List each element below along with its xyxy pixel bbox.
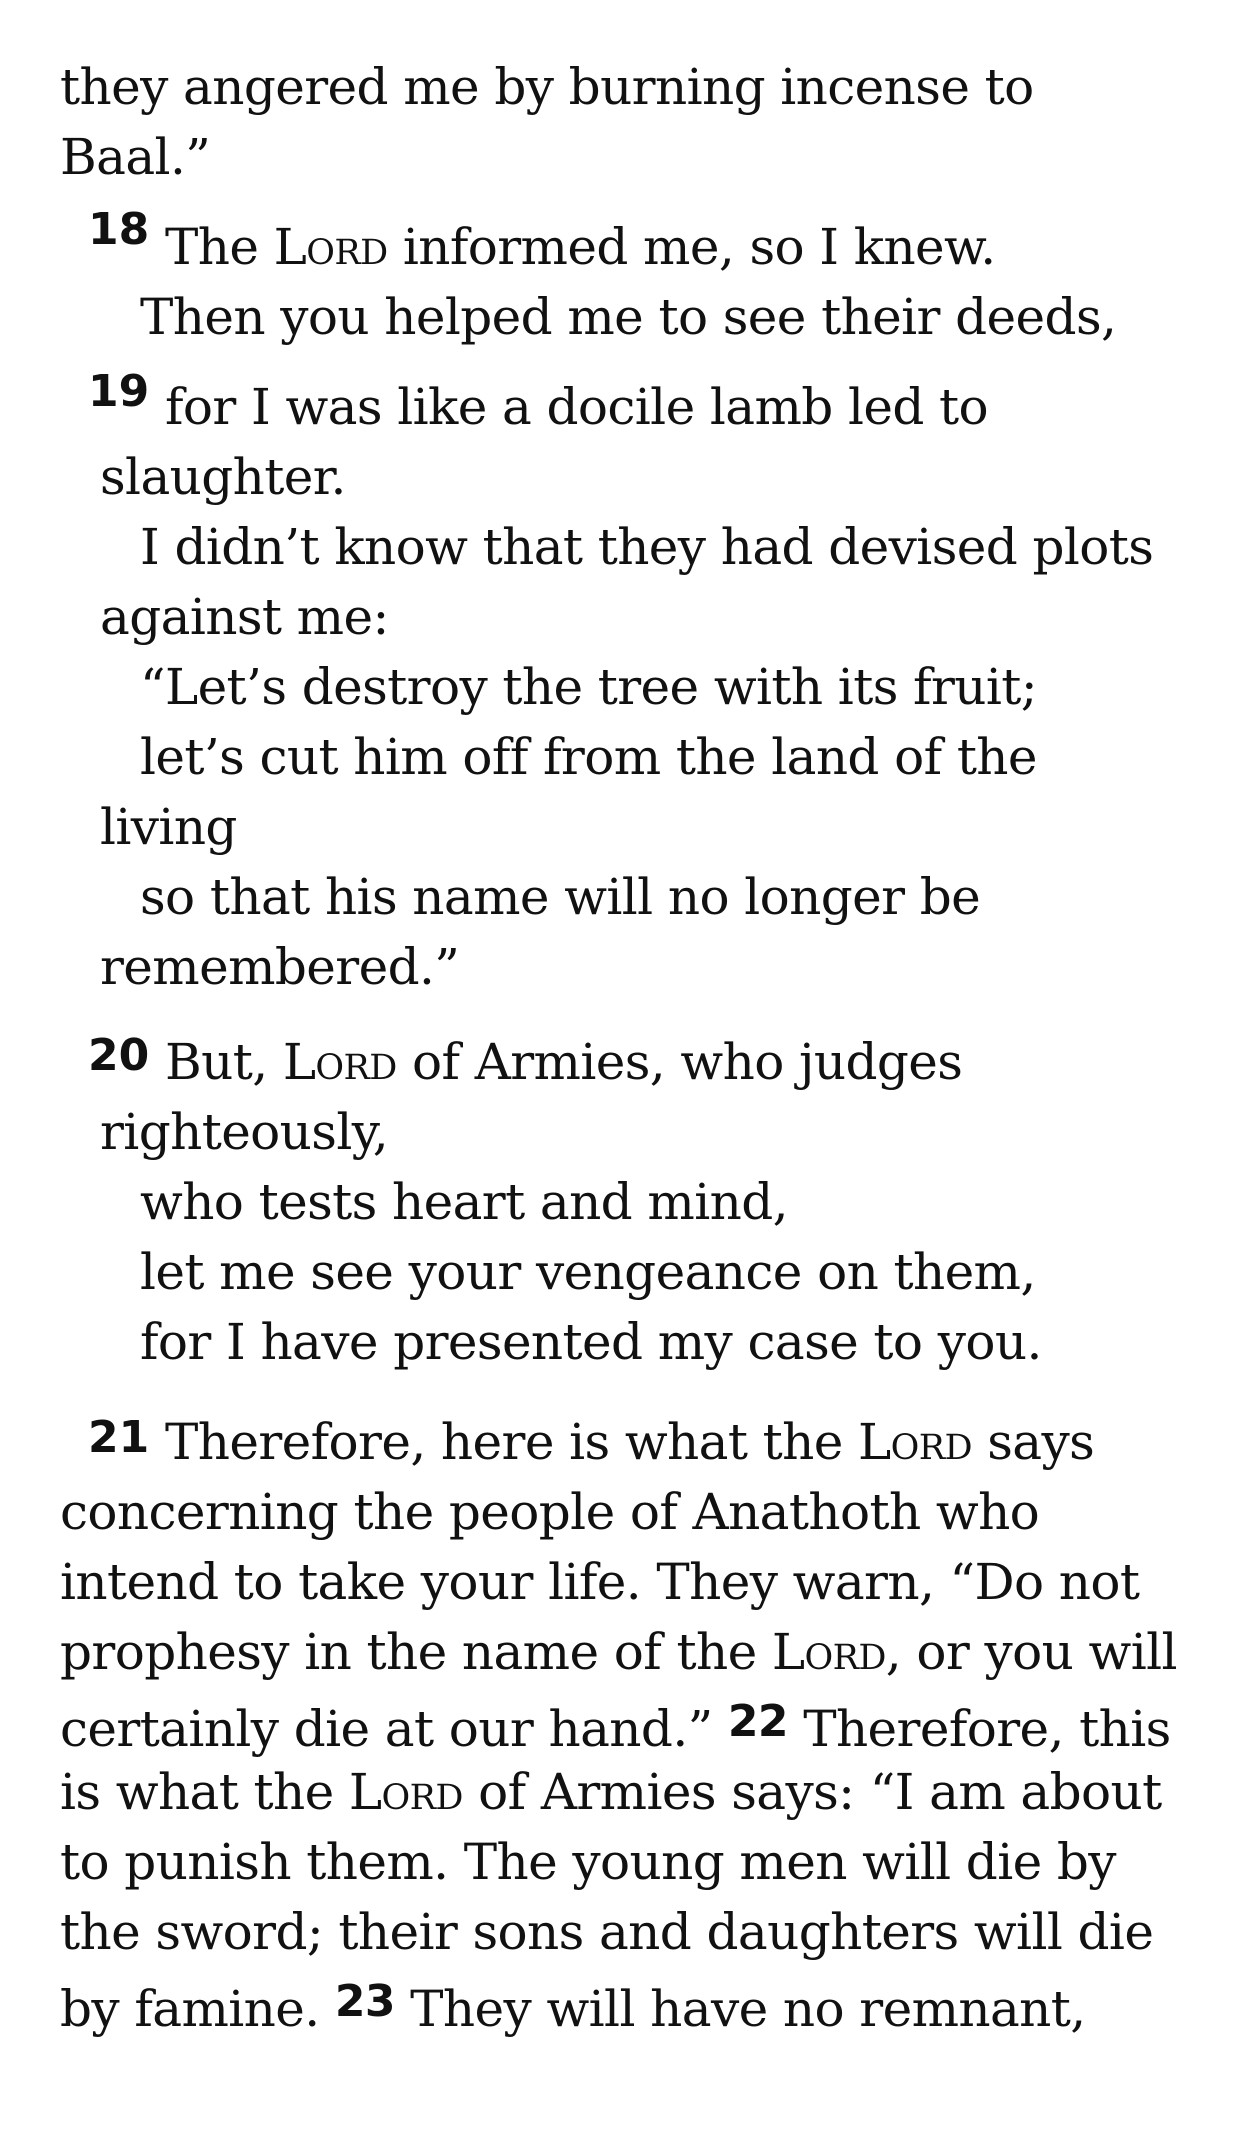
text-run: the sword; their sons and daughters will die	[60, 1903, 1154, 1961]
verse-number: 20	[88, 1030, 150, 1081]
text-run: intend to take your life. They warn, “Do not	[60, 1553, 1140, 1611]
text-line	[140, 657, 1037, 717]
text-run: for I was like a docile lamb led to	[165, 378, 989, 436]
text-line	[165, 1412, 1094, 1472]
text-line	[60, 1552, 1139, 1612]
text-line	[140, 867, 980, 927]
text-run: I didn’t know that they had devised plots	[140, 518, 1154, 576]
text-run: remembered.”	[100, 938, 460, 996]
verse-number: 22	[727, 1696, 788, 1747]
text-line	[60, 1832, 1116, 1892]
text-run: Baal.”	[60, 128, 211, 186]
divine-name: Lord	[282, 1033, 397, 1091]
text-run: so that his name will no longer be	[140, 868, 981, 926]
text-run: “Let’s destroy the tree with its fruit;	[140, 658, 1037, 716]
text-line	[100, 587, 389, 647]
text-run: who tests heart and mind,	[140, 1173, 788, 1231]
divine-name: Lord	[858, 1413, 972, 1471]
text-line	[140, 727, 1037, 787]
text-run: says	[971, 1413, 1095, 1471]
text-line	[100, 937, 459, 997]
text-run: But,	[165, 1033, 283, 1091]
divine-name: Lord	[273, 218, 388, 276]
text-line	[140, 1172, 788, 1232]
text-run: let me see your vengeance on them,	[140, 1243, 1036, 1301]
text-line	[60, 1622, 1177, 1682]
text-line	[60, 1692, 1171, 1759]
text-run: informed me, so I knew.	[387, 218, 996, 276]
text-run: prophesy in the name of the	[60, 1623, 772, 1681]
text-run: living	[100, 798, 237, 856]
divine-name: Lord	[771, 1623, 886, 1681]
text-run: , or you will	[885, 1623, 1177, 1681]
text-run: They will have no remnant,	[394, 1980, 1086, 2038]
text-line	[140, 287, 1116, 347]
text-run: righteously,	[100, 1103, 389, 1161]
text-run: Therefore, this	[787, 1700, 1171, 1758]
text-line	[60, 1762, 1162, 1822]
text-run: Therefore, here is what the	[165, 1413, 859, 1471]
text-line	[100, 447, 346, 507]
text-run: of Armies, who judges	[396, 1033, 963, 1091]
text-run: slaughter.	[100, 448, 346, 506]
text-line	[140, 517, 1153, 577]
text-run: to punish them. The young men will die by	[60, 1833, 1116, 1891]
text-line	[165, 1032, 962, 1092]
verse-number: 19	[88, 366, 150, 417]
text-line	[165, 377, 988, 437]
text-line	[60, 57, 1034, 117]
text-run: by famine.	[60, 1980, 335, 2038]
text-run: The	[165, 218, 274, 276]
verse-number: 21	[88, 1412, 150, 1463]
text-run: for I have presented my case to you.	[140, 1313, 1042, 1371]
text-run: certainly die at our hand.”	[60, 1700, 728, 1758]
text-line	[100, 797, 237, 857]
text-line	[60, 127, 210, 187]
text-run: Then you helped me to see their deeds,	[140, 288, 1117, 346]
divine-name: Lord	[348, 1763, 463, 1821]
text-line	[165, 217, 996, 277]
verse-number: 18	[88, 204, 150, 255]
text-run: let’s cut him off from the land of the	[140, 728, 1037, 786]
text-run: they angered me by burning incense to	[60, 58, 1034, 116]
verse-number: 23	[334, 1976, 395, 2027]
text-line	[60, 1972, 1086, 2039]
text-line	[140, 1242, 1036, 1302]
text-line	[60, 1482, 1039, 1542]
text-line	[100, 1102, 388, 1162]
text-run: against me:	[100, 588, 389, 646]
text-line	[60, 1902, 1153, 1962]
text-run: concerning the people of Anathoth who	[60, 1483, 1040, 1541]
text-run: is what the	[60, 1763, 349, 1821]
text-run: of Armies says: “I am about	[462, 1763, 1162, 1821]
text-line	[140, 1312, 1042, 1372]
